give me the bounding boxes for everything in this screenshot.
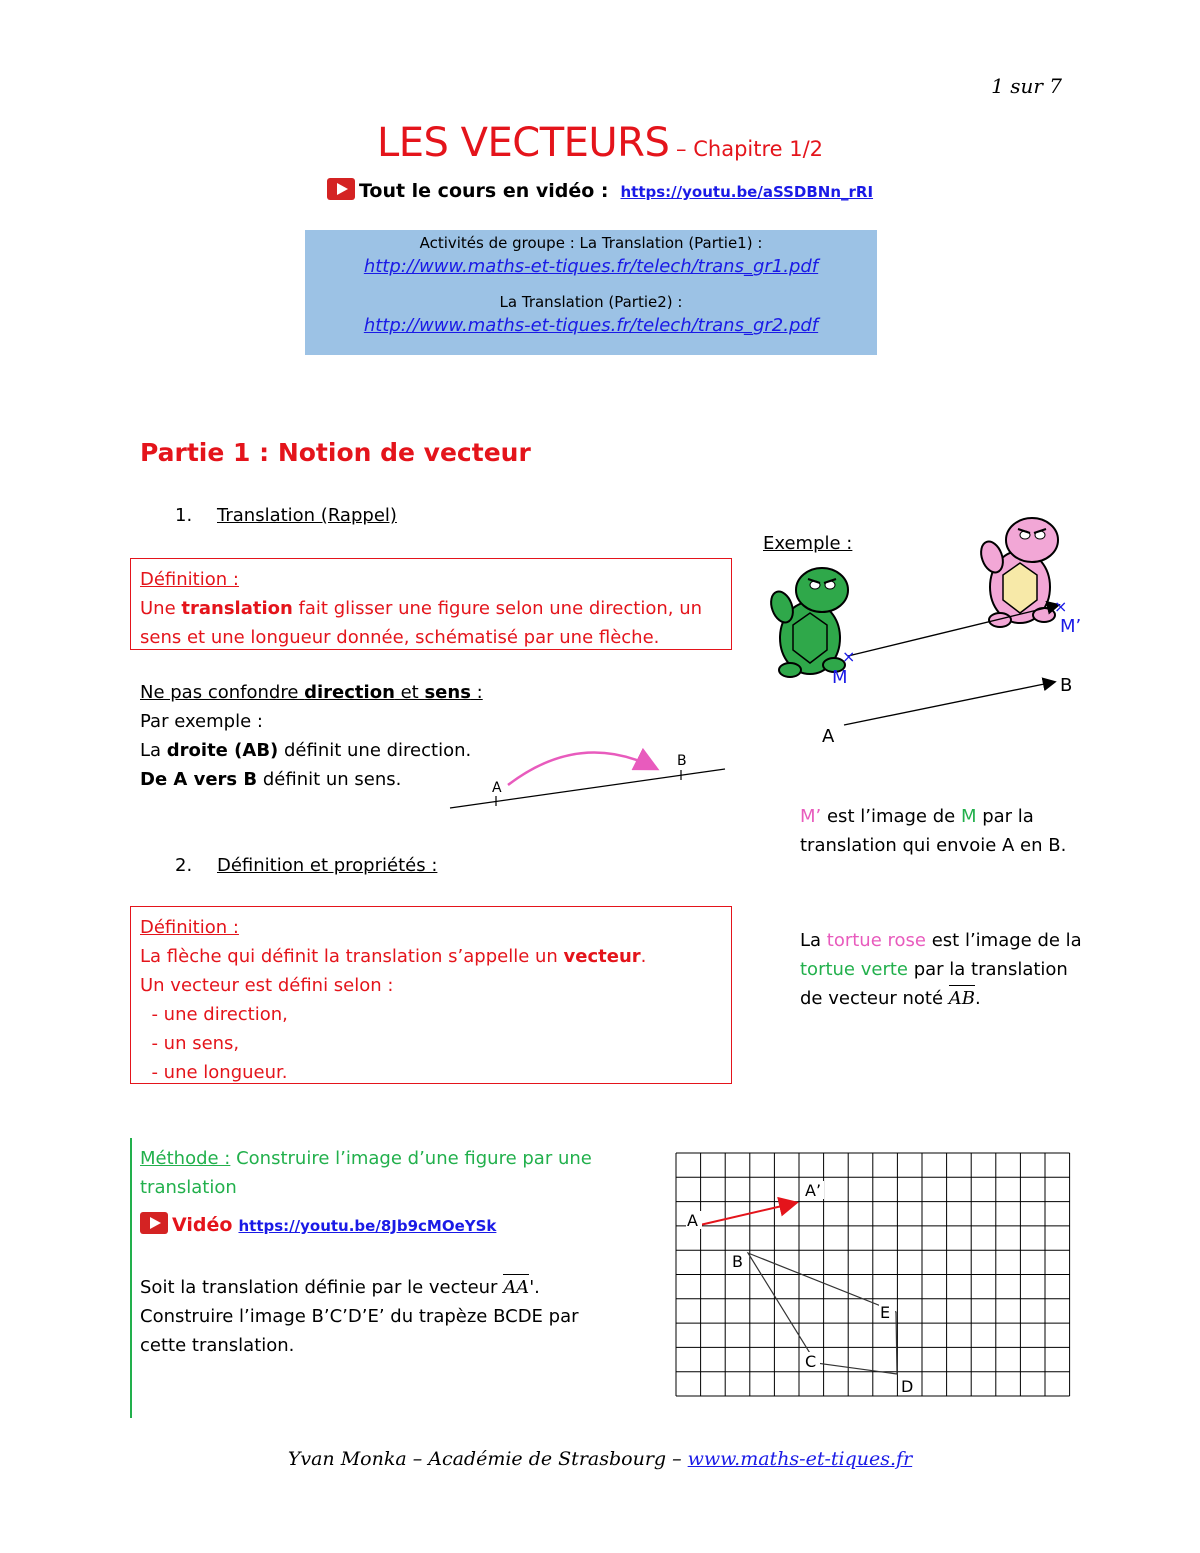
youtube-play-icon [140,1212,168,1234]
vector-aa-notation: AA [503,1273,529,1302]
note-line-4: De A vers B définit un sens. [140,769,402,790]
section-2-heading [175,855,437,876]
turtle-caption-line-1: La tortue rose est l’image de la [800,930,1082,951]
caption-line-1: M’ est l’image de M par la [800,806,1034,827]
turtle-caption-line-3: de vecteur noté AB. [800,984,1082,1013]
definition-2-line-4: - un sens, [140,1033,240,1054]
definition-2-line-1: La flèche qui définit la translation s’appelle un vecteur. [140,946,647,967]
mm-prime-arrow [848,605,1058,656]
sense-arrow [508,752,655,785]
turtle-caption-line-2: tortue verte par la translation [800,959,1068,980]
grid-label-a-prime: A’ [805,1181,822,1200]
pink-turtle-image [977,518,1058,627]
method-side-bar [130,1138,132,1418]
grid-label-d: D [901,1377,914,1396]
footer-link[interactable]: www.maths-et-tiques.fr [687,1448,913,1470]
course-video-label: Tout le cours en vidéo : [358,180,609,202]
method-video-label: Vidéo [172,1214,233,1236]
page-title [0,120,1200,166]
definition-box-translation [130,558,732,650]
section-2-number: 2. [175,855,193,876]
exercise-line-2: Construire l’image B’C’D’E’ du trapèze BCDE par [140,1306,579,1327]
label-b-example: B [1060,675,1073,696]
exercise-text [140,1273,579,1360]
direction-sens-note [140,678,483,794]
caption-line-2: translation qui envoie A en B. [800,835,1067,856]
activities-box [305,230,877,355]
point-m-cross: × [842,647,856,666]
vector-aa-prime [700,1203,795,1225]
grid-label-a: A [687,1211,698,1230]
exercise-line-1: Soit la translation définie par le vecteur AA'. [140,1273,579,1302]
title-chapter: – Chapitre 1/2 [669,137,824,161]
definition-1-line-2: sens et une longueur donnée, schématisé par une flèche. [140,627,660,648]
course-video-link[interactable]: https://youtu.be/aSSDBNn_rRI [620,183,874,201]
label-b: B [677,753,687,769]
turtle-translation-figure [760,515,1100,755]
grid-label-b: B [732,1252,743,1271]
method-video-link[interactable]: https://youtu.be/8Jb9cMOeYSk [238,1217,497,1235]
point-mp-cross: × [1054,597,1068,616]
exercise-line-3: cette translation. [140,1335,295,1356]
section-1-title: Translation (Rappel) [217,505,397,526]
method-video-line [140,1212,496,1236]
title-main: LES VECTEURS [376,120,670,166]
footer-text: Yvan Monka – Académie de Strasbourg – [287,1448,688,1470]
label-a-example: A [822,726,835,747]
definition-2-line-2: Un vecteur est défini selon : [140,975,394,996]
page-footer [0,1448,1200,1470]
example-label: Exemple : [763,533,853,554]
grid-label-c: C [805,1352,817,1371]
vector-ab-notation: AB [949,984,975,1013]
grid-figure [670,1145,1080,1405]
vector-ab-arrow [844,682,1054,725]
definition-1-head: Définition : [140,569,239,590]
activity-link-1[interactable]: http://www.maths-et-tiques.fr/telech/trans_gr1.pdf [363,256,819,277]
definition-2-line-5: - une longueur. [140,1062,288,1083]
course-video-line [0,178,1200,202]
youtube-play-icon [327,178,355,200]
definition-1-line-1: Une translation fait glisser une figure selon une direction, un [140,598,703,619]
activity-label-2: La Translation (Partie2) : [499,293,683,311]
vector-arrow-mark [503,1274,529,1275]
method-label: Méthode : [140,1148,231,1169]
line-ab-figure [440,740,740,820]
method-heading [140,1144,640,1202]
activity-label-1: Activités de groupe : La Translation (Partie1) : [419,234,763,252]
section-1-number: 1. [175,505,193,526]
trapezoid-bcde [748,1253,897,1374]
definition-2-head: Définition : [140,917,239,938]
definition-2-line-3: - une direction, [140,1004,288,1025]
example-caption [800,802,1066,860]
label-m: M [832,667,848,688]
label-m-prime: M’ [1060,616,1082,637]
vector-arrow-mark [949,985,975,986]
grid-lines [676,1153,1070,1396]
turtle-caption [800,926,1082,1013]
label-a: A [492,780,502,796]
green-turtle-image [767,568,848,677]
note-line-3: La droite (AB) définit une direction. [140,740,472,761]
section-2-title: Définition et propriétés : [217,855,438,876]
part1-heading: Partie 1 : Notion de vecteur [140,438,531,467]
grid-label-e: E [880,1303,891,1322]
method-title-cont: translation [140,1177,237,1198]
page-number: 1 sur 7 [991,74,1062,98]
activity-link-2[interactable]: http://www.maths-et-tiques.fr/telech/trans_gr2.pdf [363,315,819,336]
method-title: Construire l’image d’une figure par une [230,1148,592,1169]
section-1-heading [175,505,397,526]
note-heading: Ne pas confondre direction et sens : [140,682,483,703]
definition-box-vector [130,906,732,1084]
note-line-2: Par exemple : [140,711,263,732]
